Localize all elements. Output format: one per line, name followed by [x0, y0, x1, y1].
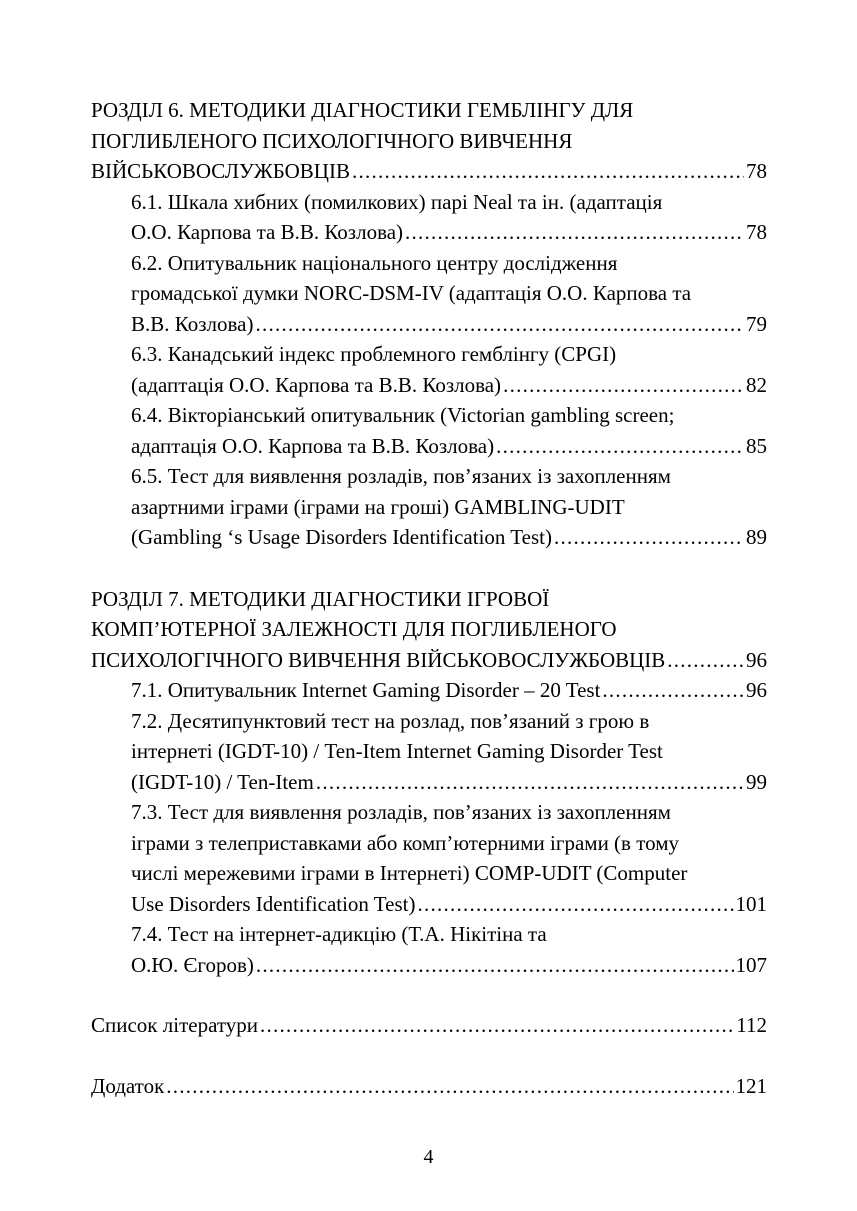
section-7-3-line-3: числі мережевими іграми в Інтернеті) COMP-UDIT (Computer [131, 861, 688, 885]
section-6-2-page: 79 [746, 311, 767, 336]
references-entry[interactable] [91, 1010, 767, 1041]
page-number: 4 [423, 1146, 434, 1168]
spacer [91, 1041, 767, 1071]
section-6-2-line-3: В.В. Козлова) [131, 311, 254, 336]
section-7-1-last-line [131, 675, 767, 706]
dot-leader [256, 950, 734, 981]
section-7-4-last-line [131, 950, 767, 981]
section-6-5-last-line [131, 522, 767, 553]
section-6-3-last-line [131, 370, 767, 401]
chapter-6-entry[interactable] [91, 95, 767, 187]
appendix-entry[interactable] [91, 1071, 767, 1102]
section-6-4-line-1: 6.4. Вікторіанський опитувальник (Victorian gambling screen; [131, 403, 675, 427]
dot-leader [260, 1010, 734, 1041]
section-7-4-line-2: О.Ю. Єгоров) [131, 952, 254, 977]
section-7-4-line-1: 7.4. Тест на інтернет-адикцію (Т.А. Нікітіна та [131, 922, 547, 946]
section-6-1-entry[interactable] [91, 187, 767, 248]
section-7-2-line-1: 7.2. Десятипунктовий тест на розлад, пов’язаний з грою в [131, 708, 650, 733]
section-7-1-entry[interactable] [91, 675, 767, 706]
section-7-2-entry[interactable] [91, 706, 767, 798]
section-6-5-entry[interactable] [91, 461, 767, 553]
section-6-1-line-2: О.О. Карпова та В.В. Козлова) [131, 220, 404, 244]
section-6-4-last-line [131, 431, 767, 462]
section-6-4-entry[interactable] [91, 400, 767, 461]
section-6-5-line-3: (Gambling ‘s Usage Disorders Identification Test) [131, 525, 552, 549]
appendix-label: Додаток [91, 1073, 165, 1098]
section-7-3-line-4: Use Disorders Identification Test) [131, 891, 416, 916]
dot-leader [166, 1071, 733, 1102]
section-6-3-entry[interactable] [91, 339, 767, 400]
dot-leader [316, 767, 744, 798]
dot-leader [352, 156, 744, 187]
section-7-3-last-line [131, 889, 767, 920]
section-6-5-line-1: 6.5. Тест для виявлення розладів, пов’язаних із захопленням [131, 464, 671, 488]
table-of-contents [91, 95, 767, 1101]
spacer [91, 553, 767, 584]
chapter-6-title-last-line [91, 156, 767, 187]
dot-leader [417, 889, 733, 920]
section-6-5-page: 89 [746, 525, 767, 549]
section-7-4-page: 107 [735, 952, 767, 977]
references-page: 112 [736, 1013, 767, 1037]
section-6-4-line-2: адаптація О.О. Карпова та В.В. Козлова) [131, 433, 495, 458]
section-6-2-line-2: громадської думки NORC-DSM-IV (адаптація О.О. Карпова та [131, 281, 692, 305]
section-7-1-page: 96 [746, 678, 767, 702]
appendix-line [91, 1071, 767, 1102]
chapter-6-title-line-3: ВІЙСЬКОВОСЛУЖБОВЦІВ [91, 159, 350, 183]
dot-leader [496, 431, 744, 462]
section-7-3-page: 101 [735, 891, 767, 916]
appendix-page: 121 [735, 1073, 767, 1098]
section-6-1-line-1: 6.1. Шкала хибних (помилкових) парі Neal та ін. (адаптація [131, 189, 663, 214]
section-6-3-page: 82 [746, 372, 767, 397]
section-7-3-line-2: іграми з телеприставками або комп’ютерними іграми (в тому [131, 830, 680, 855]
section-7-3-entry[interactable] [91, 797, 767, 919]
dot-leader [255, 309, 744, 340]
chapter-7-title-last-line [91, 645, 767, 676]
dot-leader [503, 370, 744, 401]
section-6-2-line-1: 6.2. Опитувальник національного центру дослідження [131, 250, 618, 275]
section-6-5-line-2: азартними іграми (іграми на гроші) GAMBLING-UDIT [131, 494, 625, 519]
section-6-1-last-line [131, 217, 767, 248]
section-6-3-line-2: (адаптація О.О. Карпова та В.В. Козлова) [131, 372, 502, 397]
section-6-3-line-1: 6.3. Канадський індекс проблемного гемблінгу (CPGI) [131, 342, 617, 366]
section-7-2-line-2: інтернеті (IGDT-10) / Ten-Item Internet Gaming Disorder Test [131, 739, 663, 763]
section-7-3-line-1: 7.3. Тест для виявлення розладів, пов’язаних із захопленням [131, 800, 671, 824]
references-label: Список літератури [91, 1013, 258, 1037]
section-7-2-line-3: (IGDT-10) / Ten-Item [131, 769, 314, 794]
section-7-4-entry[interactable] [91, 919, 767, 980]
section-6-4-page: 85 [746, 433, 767, 458]
chapter-7-entry[interactable] [91, 584, 767, 676]
chapter-6-title-line-2: ПОГЛИБЛЕНОГО ПСИХОЛОГІЧНОГО ВИВЧЕННЯ [91, 128, 573, 153]
section-6-2-entry[interactable] [91, 248, 767, 340]
chapter-7-title-line-2: КОМП’ЮТЕРНОЇ ЗАЛЕЖНОСТІ ДЛЯ ПОГЛИБЛЕНОГО [91, 617, 617, 641]
chapter-7-page: 96 [746, 647, 767, 672]
dot-leader [667, 645, 744, 676]
chapter-7-title-line-3: ПСИХОЛОГІЧНОГО ВИВЧЕННЯ ВІЙСЬКОВОСЛУЖБОВЦІВ [91, 647, 666, 672]
spacer [91, 980, 767, 1010]
section-7-2-last-line [131, 767, 767, 798]
chapter-7-title-line-1: РОЗДІЛ 7. МЕТОДИКИ ДІАГНОСТИКИ ІГРОВОЇ [91, 586, 550, 611]
chapter-6-page: 78 [746, 159, 767, 183]
section-7-2-page: 99 [746, 769, 767, 794]
dot-leader [602, 675, 744, 706]
section-6-2-last-line [131, 309, 767, 340]
chapter-6-title-line-1: РОЗДІЛ 6. МЕТОДИКИ ДІАГНОСТИКИ ГЕМБЛІНГУ ДЛЯ [91, 98, 634, 122]
references-line [91, 1010, 767, 1041]
dot-leader [554, 522, 744, 553]
section-6-1-page: 78 [746, 220, 767, 244]
dot-leader [405, 217, 744, 248]
section-7-1-line-1: 7.1. Опитувальник Internet Gaming Disorder – 20 Test [131, 678, 601, 702]
